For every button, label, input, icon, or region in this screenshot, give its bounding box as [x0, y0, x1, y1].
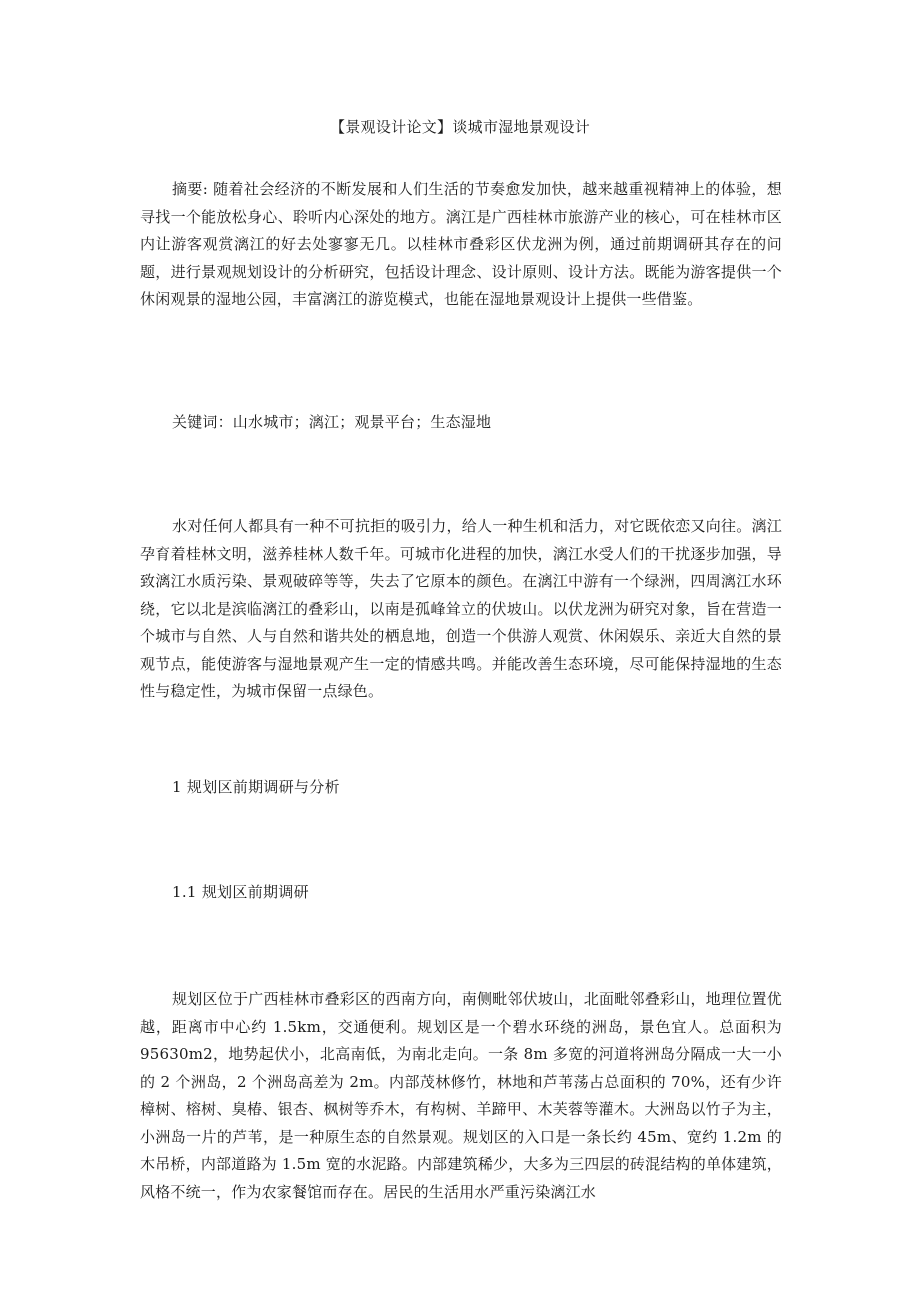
- intro-paragraph: 水对任何人都具有一种不可抗拒的吸引力，给人一种生机和活力，对它既依恋又向往。漓江孕育着桂林文明，滋养桂林人数千年。可城市化进程的加快，漓江水受人们的干扰逐步加强，导致漓江水质污染、景观破碎等等，失去了它原本的颜色。在漓江中游有一个绿洲，四周漓江水环绕，它以北是滨临漓江的叠彩山，以南是孤峰耸立的伏坡山。以伏龙洲为研究对象，旨在营造一个城市与自然、人与自然和谐共处的栖息地，创造一个供游人观赏、休闲娱乐、亲近大自然的景观节点，能使游客与湿地景观产生一定的情感共鸣。并能改善生态环境，尽可能保持湿地的生态性与稳定性，为城市保留一点绿色。: [140, 517, 782, 700]
- abstract-paragraph: 摘要: 随着社会经济的不断发展和人们生活的节奏愈发加快，越来越重视精神上的体验，想寻找一个能放松身心、聆听内心深处的地方。漓江是广西桂林市旅游产业的核心，可在桂林市区内让游客观赏漓江的好去处寥寥无几。以桂林市叠彩区伏龙洲为例，通过前期调研其存在的问题，进行景观规划设计的分析研究，包括设计理念、设计原则、设计方法。既能为游客提供一个休闲观景的湿地公园，丰富漓江的游览模式，也能在湿地景观设计上提供一些借鉴。: [140, 180, 782, 308]
- document-title: 【景观设计论文】谈城市湿地景观设计: [329, 118, 591, 136]
- survey-paragraph: 规划区位于广西桂林市叠彩区的西南方向，南侧毗邻伏坡山，北面毗邻叠彩山，地理位置优越，距离市中心约 1.5km，交通便利。规划区是一个碧水环绕的洲岛，景色宜人。总面积为 95630m2，地势起伏小，北高南低，为南北走向。一条 8m 多宽的河道将洲岛分隔成一大一小的 2 个洲岛，2 个洲岛高差为 2m。内部茂林修竹，林地和芦苇荡占总面积的 70%，还有少许樟树、榕树、臭椿、银杏、枫树等乔木，有构树、羊蹄甲、木芙蓉等灌木。大洲岛以竹子为主，小洲岛一片的芦苇，是一种原生态的自然景观。规划区的入口是一条长约 45m、宽约 1.2m 的木吊桥，内部道路为 1.5m 宽的水泥路。内部建筑稀少，大多为三四层的砖混结构的单体建筑，风格不统一，作为农家餐馆而存在。居民的生活用水严重污染漓江水: [140, 990, 782, 1201]
- section-heading-1: 1 规划区前期调研与分析: [172, 778, 340, 796]
- section-heading-1-1: 1.1 规划区前期调研: [172, 883, 309, 901]
- keywords-paragraph: 关键词：山水城市；漓江；观景平台；生态湿地: [172, 413, 492, 431]
